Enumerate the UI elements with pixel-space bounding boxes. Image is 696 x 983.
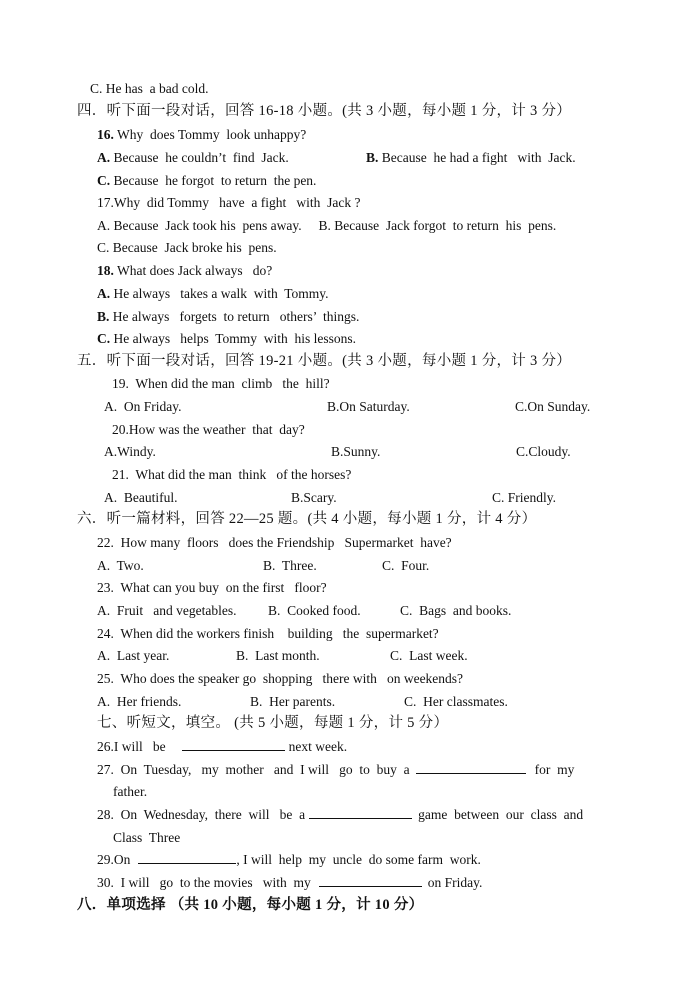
section-4-heading: 四．听下面一段对话，回答 16-18 小题。(共 3 小题，每小题 1 分，计 3 分） <box>77 103 572 119</box>
option-key: B. <box>366 150 379 165</box>
q15-option-c: C. He has a bad cold. <box>90 81 209 96</box>
question-text: 27. On Tuesday, my mother and I will go to buy a <box>97 762 410 777</box>
q25-option-b: B. Her parents. <box>250 694 336 709</box>
option-key: C. <box>97 173 111 188</box>
question-23: 23. What can you buy on the first floor? <box>97 580 327 595</box>
q18-option-b <box>97 308 359 326</box>
q18-option-a <box>97 285 329 303</box>
question-25: 25. Who does the speaker go shopping there with on weekends? <box>97 671 464 686</box>
question-text: 26.I will be <box>97 739 166 754</box>
question-text: Why does Tommy look unhappy? <box>113 127 307 142</box>
question-26 <box>97 738 347 756</box>
q24-option-b: B. Last month. <box>236 648 320 663</box>
question-28-continued: Class Three <box>113 830 181 845</box>
q20-option-a: A.Windy. <box>104 444 156 459</box>
section-8-heading: 八．单项选择 （共 10 小题，每小题 1 分，计 10 分） <box>77 897 424 913</box>
question-30 <box>97 874 482 892</box>
section-6-heading: 六．听一篇材料，回答 22—25 题。(共 4 小题，每小题 1 分，计 4 分） <box>77 511 537 527</box>
question-28 <box>97 806 583 824</box>
q21-option-c: C. Friendly. <box>492 490 556 505</box>
question-27-continued: father. <box>113 784 148 799</box>
question-17: 17.Why did Tommy have a fight with Jack ? <box>97 195 361 210</box>
question-27 <box>97 761 574 779</box>
q19-option-a: A. On Friday. <box>104 399 182 414</box>
option-text: Because he couldn’t find Jack. <box>110 150 289 165</box>
question-22: 22. How many floors does the Friendship Supermarket have? <box>97 535 452 550</box>
question-29 <box>97 851 481 869</box>
question-text: next week. <box>288 739 348 754</box>
q18-option-c <box>97 330 356 348</box>
q24-option-c: C. Last week. <box>390 648 468 663</box>
option-key: A. <box>97 286 111 301</box>
q19-option-b: B.On Saturday. <box>327 399 410 414</box>
q16-option-c <box>97 172 316 190</box>
q25-option-c: C. Her classmates. <box>404 694 508 709</box>
q21-option-b: B.Scary. <box>291 490 337 505</box>
question-text: 28. On Wednesday, there will be a <box>97 807 306 822</box>
option-key: B. <box>97 309 110 324</box>
question-text: What does Jack always do? <box>113 263 273 278</box>
question-number: 18. <box>97 263 114 278</box>
question-18 <box>97 262 272 280</box>
q20-option-c: C.Cloudy. <box>516 444 571 459</box>
question-text: 29.On <box>97 852 131 867</box>
option-text: He always takes a walk with Tommy. <box>110 286 329 301</box>
q22-option-a: A. Two. <box>97 558 144 573</box>
question-20: 20.How was the weather that day? <box>112 422 305 437</box>
answer-blank[interactable] <box>182 738 285 751</box>
q16-option-b <box>366 149 576 167</box>
section-7-heading: 七、听短文，填空。 (共 5 小题，每题 1 分，计 5 分） <box>97 715 449 731</box>
question-text: on Friday. <box>427 875 483 890</box>
option-text: He always helps Tommy with his lessons. <box>110 331 357 346</box>
answer-blank[interactable] <box>416 761 526 774</box>
section-5-heading: 五．听下面一段对话，回答 19-21 小题。(共 3 小题，每小题 1 分，计 3 分） <box>77 353 572 369</box>
question-text: for my <box>534 762 575 777</box>
question-text: game between our class and <box>418 807 584 822</box>
option-key: C. <box>97 331 111 346</box>
q19-option-c: C.On Sunday. <box>515 399 591 414</box>
q23-option-a: A. Fruit and vegetables. <box>97 603 237 618</box>
option-text: He always forgets to return others’ things. <box>109 309 360 324</box>
q21-option-a: A. Beautiful. <box>104 490 178 505</box>
q24-option-a: A. Last year. <box>97 648 170 663</box>
q23-option-b: B. Cooked food. <box>268 603 361 618</box>
question-text: , I will help my uncle do some farm work. <box>236 852 481 867</box>
q22-option-b: B. Three. <box>263 558 317 573</box>
q17-options-ab: A. Because Jack took his pens away. B. Because Jack forgot to return his pens. <box>97 218 557 233</box>
q25-option-a: A. Her friends. <box>97 694 182 709</box>
answer-blank[interactable] <box>319 874 422 887</box>
option-text: Because he forgot to return the pen. <box>110 173 317 188</box>
q23-option-c: C. Bags and books. <box>400 603 512 618</box>
q22-option-c: C. Four. <box>382 558 430 573</box>
option-key: A. <box>97 150 111 165</box>
question-19: 19. When did the man climb the hill? <box>112 376 330 391</box>
question-number: 16. <box>97 127 114 142</box>
q20-option-b: B.Sunny. <box>331 444 381 459</box>
q16-option-a <box>97 149 289 167</box>
answer-blank[interactable] <box>309 806 412 819</box>
answer-blank[interactable] <box>138 851 236 864</box>
q17-option-c: C. Because Jack broke his pens. <box>97 240 277 255</box>
question-24: 24. When did the workers finish building the supermarket? <box>97 626 439 641</box>
question-16 <box>97 126 306 144</box>
option-text: Because he had a fight with Jack. <box>378 150 576 165</box>
question-21: 21. What did the man think of the horses? <box>112 467 352 482</box>
question-text: 30. I will go to the movies with my <box>97 875 311 890</box>
